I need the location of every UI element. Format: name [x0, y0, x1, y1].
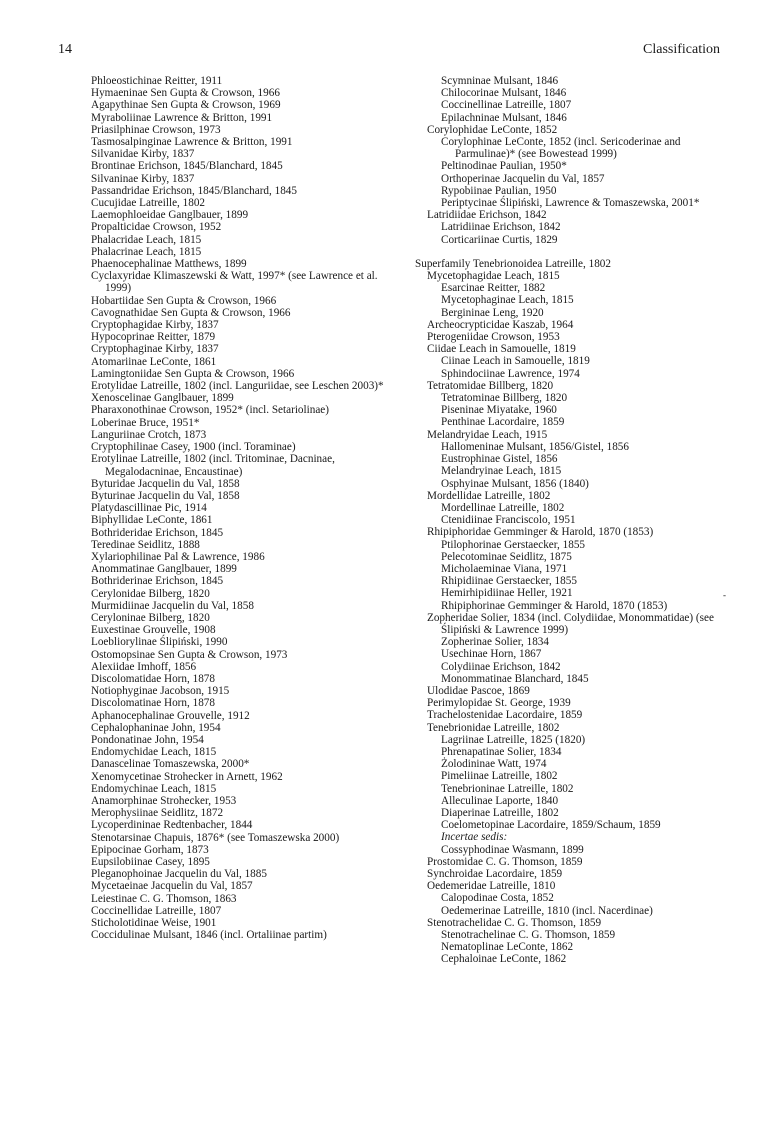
taxon-entry: Trachelostenidae Lacordaire, 1859 [427, 709, 583, 722]
taxon-entry: Synchroidae Lacordaire, 1859 [427, 868, 563, 880]
taxon-entry: Cryptophaginae Kirby, 1837 [91, 343, 219, 356]
taxon-entry: Mycetophaginae Leach, 1815 [441, 294, 574, 307]
taxon-entry: Oedemeridae Latreille, 1810 [427, 880, 556, 893]
taxon-entry: Pleganophoinae Jacquelin du Val, 1885 [91, 868, 267, 881]
taxon-entry: Chilocorinae Mulsant, 1846 [441, 87, 567, 100]
taxon-entry: Tenebrionidae Latreille, 1802 [427, 721, 560, 734]
taxon-entry: Pharaxonothinae Crowson, 1952* (incl. Setariolinae) [91, 404, 329, 417]
taxon-entry: Diaperinae Latreille, 1802 [441, 806, 559, 819]
taxon-entry: Rhipidiinae Gerstaecker, 1855 [441, 575, 577, 588]
taxon-entry: Sphindociinae Lawrence, 1974 [441, 367, 580, 380]
taxon-entry: Brontinae Erichson, 1845/Blanchard, 1845 [91, 160, 283, 173]
taxon-entry: Pimeliinae Latreille, 1802 [441, 770, 558, 783]
taxon-entry: Xenomycetinae Strohecker in Arnett, 1962 [91, 770, 283, 783]
page-number: 14 [58, 42, 72, 57]
left-column [91, 75, 399, 941]
taxon-entry: Phloeostichinae Reitter, 1911 [91, 75, 223, 87]
taxon-entry: Mordellidae Latreille, 1802 [427, 489, 551, 502]
taxon-entry: Pterogeniidae Crowson, 1953 [427, 331, 560, 344]
taxon-entry: Coccinellinae Latreille, 1807 [441, 99, 572, 112]
taxon-entry: Scymninae Mulsant, 1846 [441, 75, 559, 87]
taxon-entry: Pondonatinae John, 1954 [91, 733, 204, 746]
taxon-entry: Epilachninae Mulsant, 1846 [441, 111, 567, 124]
taxon-entry: Atomariinae LeConte, 1861 [91, 355, 217, 368]
taxon-entry: Rypobiinae Paulian, 1950 [441, 184, 557, 197]
taxon-entry: Endomychidae Leach, 1815 [91, 746, 217, 759]
taxon-entry: Discolomatidae Horn, 1878 [91, 672, 215, 685]
taxon-entry: Penthinae Lacordaire, 1859 [441, 416, 565, 429]
taxon-entry: Melandryinae Leach, 1815 [441, 465, 562, 478]
taxon-entry: Hallomeninae Mulsant, 1856/Gistel, 1856 [441, 440, 629, 453]
taxon-entry: Murmidiinae Jacquelin du Val, 1858 [91, 599, 254, 612]
taxon-entry: Peltinodinae Paulian, 1950* [441, 160, 567, 173]
taxon-entry: Ciidae Leach in Samouelle, 1819 [427, 343, 576, 356]
taxon-entry: Silvaninae Kirby, 1837 [91, 172, 195, 185]
right-column [415, 75, 727, 966]
taxon-entry: Phalacrinae Leach, 1815 [91, 245, 202, 258]
taxon-entry: Stenotarsinae Chapuis, 1876* (see Tomaszewska 2000) [91, 831, 340, 844]
taxon-entry: Cerylonidae Bilberg, 1820 [91, 587, 210, 600]
taxon-entry: Hemirhipidiinae Heller, 1921 [441, 587, 573, 600]
taxon-entry: Superfamily Tenebrionoidea Latreille, 1802 [415, 257, 611, 270]
taxon-entry: Phaenocephalinae Matthews, 1899 [91, 258, 247, 271]
taxon-entry: Coccinellidae Latreille, 1807 [91, 904, 222, 917]
taxon-entry: Cyclaxyridae Klimaszewski & Watt, 1997* (see Lawrence et al. 1999) [91, 270, 378, 295]
taxon-entry: Lamingtoniidae Sen Gupta & Crowson, 1966 [91, 367, 295, 380]
taxon-entry: Lagriinae Latreille, 1825 (1820) [441, 733, 586, 746]
taxon-entry: Micholaeminae Viana, 1971 [441, 562, 568, 575]
taxon-entry: Loberinae Bruce, 1951* [91, 416, 200, 429]
taxon-entry: Cossyphodinae Wasmann, 1899 [441, 843, 584, 856]
taxon-entry: Agapythinae Sen Gupta & Crowson, 1969 [91, 99, 281, 112]
taxon-entry: Ostomopsinae Sen Gupta & Crowson, 1973 [91, 648, 288, 661]
taxon-entry: Euxestinae Grouvelle, 1908 [91, 624, 216, 637]
taxon-entry: Anommatinae Ganglbauer, 1899 [91, 563, 237, 576]
taxon-entry: Coelometopinae Lacordaire, 1859/Schaum, 1859 [441, 819, 661, 832]
taxon-entry: Silvanidae Kirby, 1837 [91, 148, 195, 161]
taxon-entry: Orthoperinae Jacquelin du Val, 1857 [441, 172, 605, 185]
taxon-entry: Melandryidae Leach, 1915 [427, 428, 548, 441]
taxon-entry: Hypocoprinae Reitter, 1879 [91, 331, 216, 344]
taxon-entry: Propalticidae Crowson, 1952 [91, 221, 222, 234]
taxon-entry: Ulodidae Pascoe, 1869 [427, 684, 530, 697]
running-title: Classification [643, 42, 720, 57]
taxon-entry: Cephaloinae LeConte, 1862 [441, 953, 567, 966]
taxon-entry: Monommatinae Blanchard, 1845 [441, 672, 589, 685]
taxon-entry: Latridiidae Erichson, 1842 [427, 209, 547, 222]
taxon-entry: Oedemerinae Latreille, 1810 (incl. Nacerdinae) [441, 904, 653, 917]
taxon-entry: Cucujidae Latreille, 1802 [91, 197, 206, 210]
taxon-entry: Perimylopidae St. George, 1939 [427, 697, 571, 710]
taxon-entry: Stenotrachelidae C. G. Thomson, 1859 [427, 916, 602, 929]
taxon-entry: Alexiidae Imhoff, 1856 [91, 660, 197, 673]
taxon-entry: Zopherinae Solier, 1834 [441, 636, 549, 649]
taxon-entry: Mycetophagidae Leach, 1815 [427, 270, 560, 283]
taxon-entry: Languriinae Crotch, 1873 [91, 428, 207, 441]
taxon-entry: Xenoscelinae Ganglbauer, 1899 [91, 392, 234, 405]
taxon-entry: Nematoplinae LeConte, 1862 [441, 941, 574, 954]
taxon-entry: Phalacridae Leach, 1815 [91, 233, 202, 246]
taxon-entry: Archeocrypticidae Kaszab, 1964 [427, 318, 574, 331]
margin-mark: - [723, 590, 726, 600]
taxon-entry: Bothriderinae Erichson, 1845 [91, 575, 224, 588]
taxon-entry: Piseninae Miyatake, 1960 [441, 404, 557, 417]
taxon-entry: Laemophloeidae Ganglbauer, 1899 [91, 209, 249, 222]
taxon-entry: Notiophyginae Jacobson, 1915 [91, 685, 230, 698]
taxon-entry: Bergininae Leng, 1920 [441, 306, 544, 319]
taxon-entry: Discolomatinae Horn, 1878 [91, 697, 215, 710]
taxon-entry: Cavognathidae Sen Gupta & Crowson, 1966 [91, 306, 291, 319]
taxon-entry: Mordellinae Latreille, 1802 [441, 501, 565, 514]
taxon-entry: Loebliorylinae Ślipiński, 1990 [91, 636, 228, 649]
taxon-entry: Myraboliinae Lawrence & Britton, 1991 [91, 111, 273, 124]
taxon-entry: Cryptophagidae Kirby, 1837 [91, 319, 219, 332]
taxon-entry: Usechinae Horn, 1867 [441, 648, 542, 661]
taxon-entry: Danascelinae Tomaszewska, 2000* [91, 758, 250, 771]
taxon-entry: Corticariinae Curtis, 1829 [441, 233, 558, 246]
taxon-entry: Passandridae Erichson, 1845/Blanchard, 1845 [91, 184, 297, 197]
taxon-entry: Zopheridae Solier, 1834 (incl. Colydiidae, Monommatidae) (see Ślipiński & Lawrence 1999) [427, 611, 714, 636]
taxon-entry: Rhipiphorinae Gemminger & Harold, 1870 (1853) [441, 599, 668, 612]
taxon-entry: Stenotrachelinae C. G. Thomson, 1859 [441, 929, 616, 942]
taxon-entry: Eupsilobiinae Casey, 1895 [91, 856, 210, 868]
taxon-entry: Incertae sedis: [441, 831, 508, 844]
taxon-entry: Corylophidae LeConte, 1852 [427, 123, 558, 136]
taxon-entry: Mycetaeinae Jacquelin du Val, 1857 [91, 880, 253, 893]
taxon-entry: Corylophinae LeConte, 1852 (incl. Sericoderinae and Parmulinae)* (see Bowestead 1999) [441, 136, 681, 161]
taxon-entry: Merophysiinae Seidlitz, 1872 [91, 807, 224, 820]
taxon-entry: Tetratominae Billberg, 1820 [441, 392, 568, 405]
taxon-entry: Phrenapatinae Solier, 1834 [441, 745, 562, 758]
taxon-entry: Biphyllidae LeConte, 1861 [91, 514, 213, 527]
taxon-entry: Sticholotidinae Weise, 1901 [91, 917, 217, 930]
taxon-entry: Ctenidiinae Franciscolo, 1951 [441, 514, 576, 527]
taxon-entry: Hobartiidae Sen Gupta & Crowson, 1966 [91, 294, 277, 307]
taxon-entry: Periptycinae Ślipiński, Lawrence & Tomaszewska, 2001* [441, 197, 700, 210]
taxon-entry: Priasilphinae Crowson, 1973 [91, 123, 221, 136]
taxon-entry: Leiestinae C. G. Thomson, 1863 [91, 892, 237, 905]
taxon-entry: Osphyinae Mulsant, 1856 (1840) [441, 477, 589, 490]
taxon-entry: Cryptophilinae Casey, 1900 (incl. Toraminae) [91, 441, 296, 454]
taxon-entry: Endomychinae Leach, 1815 [91, 782, 217, 795]
taxon-entry: Teredinae Seidlitz, 1888 [91, 538, 200, 551]
taxon-entry: Tenebrioninae Latreille, 1802 [441, 782, 574, 795]
taxon-entry: Ciinae Leach in Samouelle, 1819 [441, 355, 590, 368]
taxon-entry: Eustrophinae Gistel, 1856 [441, 453, 558, 466]
taxon-entry: Anamorphinae Strohecker, 1953 [91, 794, 237, 807]
taxon-entry: Żolodininae Watt, 1974 [441, 758, 547, 771]
taxon-entry: Pelecotominae Seidlitz, 1875 [441, 550, 572, 563]
taxon-entry: Ceryloninae Bilberg, 1820 [91, 611, 210, 624]
taxon-entry: Epipocinae Gorham, 1873 [91, 843, 209, 856]
taxon-entry: Ptilophorinae Gerstaecker, 1855 [441, 538, 586, 551]
taxon-entry: Byturinae Jacquelin du Val, 1858 [91, 489, 240, 502]
taxon-entry: Coccidulinae Mulsant, 1846 (incl. Ortaliinae partim) [91, 929, 327, 942]
taxon-entry: Xylariophilinae Pal & Lawrence, 1986 [91, 550, 265, 563]
page-header [58, 42, 720, 62]
taxon-entry: Tasmosalpinginae Lawrence & Britton, 1991 [91, 136, 293, 149]
taxon-entry: Erotylinae Latreille, 1802 (incl. Tritominae, Dacninae, Megalodacninae, Encaustinae) [91, 453, 335, 478]
taxon-entry: Aphanocephalinae Grouvelle, 1912 [91, 709, 250, 722]
taxon-entry: Cephalophaninae John, 1954 [91, 721, 221, 734]
taxon-entry: Tetratomidae Billberg, 1820 [427, 379, 554, 392]
taxon-entry: Lycoperdininae Redtenbacher, 1844 [91, 819, 253, 832]
taxon-entry: Platydascillinae Pic, 1914 [91, 502, 207, 515]
taxon-entry: Colydiinae Erichson, 1842 [441, 660, 561, 673]
taxon-entry: Esarcinae Reitter, 1882 [441, 282, 546, 295]
taxon-entry: Hymaeninae Sen Gupta & Crowson, 1966 [91, 87, 280, 100]
taxon-entry: Byturidae Jacquelin du Val, 1858 [91, 477, 240, 490]
taxon-entry: Alleculinae Laporte, 1840 [441, 794, 559, 807]
taxon-entry: Rhipiphoridae Gemminger & Harold, 1870 (1853) [427, 526, 654, 539]
taxon-entry: Erotylidae Latreille, 1802 (incl. Languriidae, see Leschen 2003)* [91, 380, 384, 393]
taxon-entry: Prostomidae C. G. Thomson, 1859 [427, 855, 583, 868]
taxon-entry: Latridiinae Erichson, 1842 [441, 221, 561, 234]
taxon-entry: Calopodinae Costa, 1852 [441, 892, 554, 905]
taxon-entry: Bothrideridae Erichson, 1845 [91, 526, 224, 539]
